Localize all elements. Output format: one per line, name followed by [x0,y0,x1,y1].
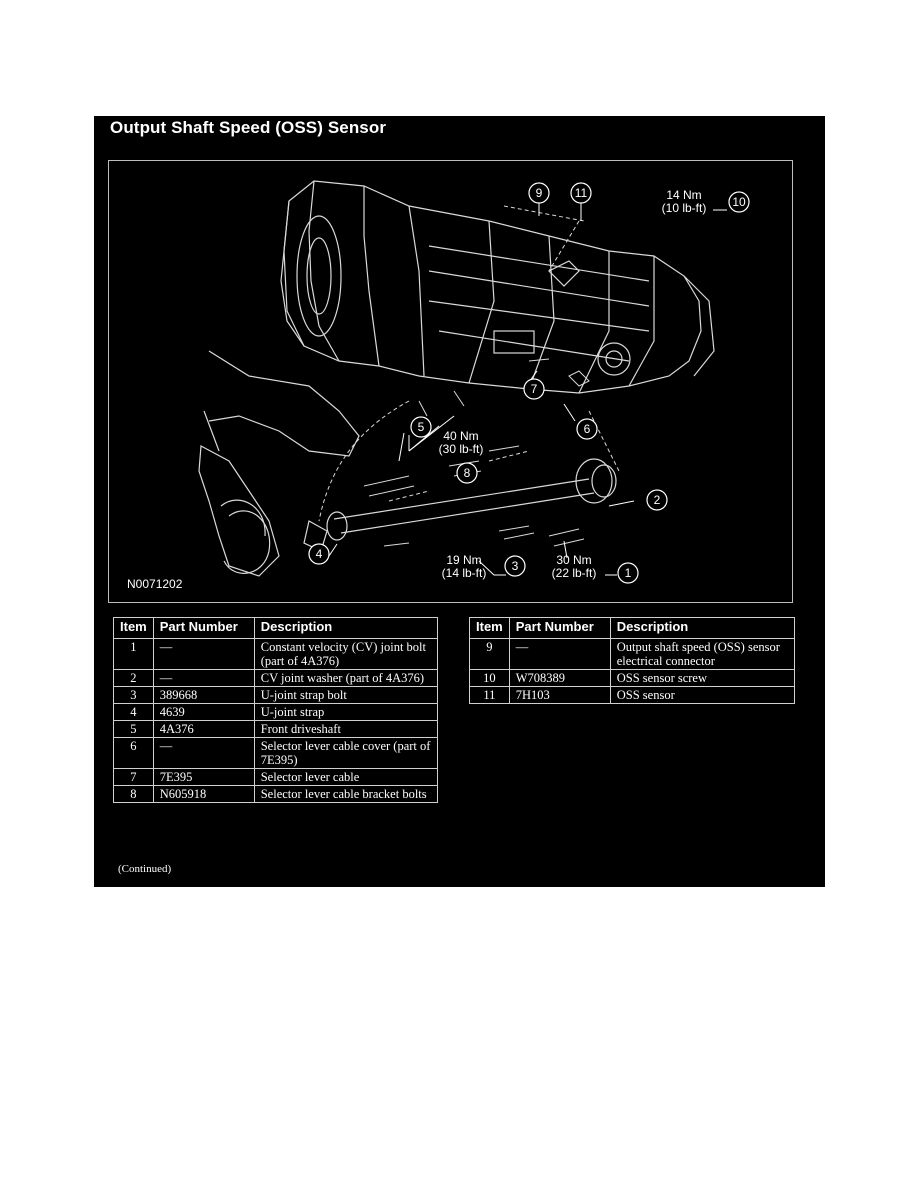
cell-part: 7H103 [509,687,610,704]
cell-part: — [153,639,254,670]
figure-id: N0071202 [127,577,183,591]
axle-assembly [199,351,359,576]
cell-desc: Selector lever cable cover (part of 7E395) [254,738,437,769]
cell-item: 9 [470,639,510,670]
torque-1-lbft: (22 lb-ft) [551,566,597,580]
cell-part: — [153,738,254,769]
table-row [114,687,438,704]
torque-10-nm: 14 Nm [666,188,702,202]
torque-3-nm: 19 Nm [446,553,482,567]
cell-desc: U-joint strap [254,704,437,721]
cell-desc: Selector lever cable bracket bolts [254,786,437,803]
cell-part: — [509,639,610,670]
cell-desc: Selector lever cable [254,769,437,786]
cell-part: 7E395 [153,769,254,786]
cell-desc: Output shaft speed (OSS) sensor electrical connector [610,639,794,670]
table-row [470,687,795,704]
callout-2: 2 [653,493,661,507]
header-description: Description [254,618,437,639]
header-part-number: Part Number [153,618,254,639]
cell-item: 7 [114,769,154,786]
cell-item: 11 [470,687,510,704]
parts-table-right [469,617,795,704]
torque-3-lbft: (14 lb-ft) [441,566,487,580]
exploded-diagram [108,160,793,603]
callout-circles [309,183,749,583]
callout-6: 6 [583,422,591,436]
cell-part: N605918 [153,786,254,803]
cell-desc: OSS sensor [610,687,794,704]
table-row [114,786,438,803]
torque-1-nm: 30 Nm [556,553,592,567]
header-description: Description [610,618,794,639]
torque-8-nm: 40 Nm [443,429,479,443]
continued-note: (Continued) [118,863,172,875]
table-header-row [114,618,438,639]
callout-1: 1 [624,566,632,580]
torque-8-lbft: (30 lb-ft) [438,442,484,456]
table-row [114,738,438,769]
callout-3: 3 [511,559,519,573]
cell-item: 3 [114,687,154,704]
table-row [470,639,795,670]
transmission-housing [281,181,714,393]
table-row [114,704,438,721]
cell-desc: U-joint strap bolt [254,687,437,704]
callout-8: 8 [463,466,471,480]
table-row [470,670,795,687]
cell-desc: Front driveshaft [254,721,437,738]
cell-item: 10 [470,670,510,687]
cell-item: 1 [114,639,154,670]
callout-11: 11 [574,186,588,200]
table-row [114,639,438,670]
cell-desc: Constant velocity (CV) joint bolt (part of 4A376) [254,639,437,670]
cell-part: 389668 [153,687,254,704]
page-title: Output Shaft Speed (OSS) Sensor [110,118,387,137]
callout-4: 4 [315,547,323,561]
table-row [114,670,438,687]
callout-5: 5 [417,420,425,434]
transmission-illustration [109,161,792,602]
header-item: Item [470,618,510,639]
header-item: Item [114,618,154,639]
cell-part: W708389 [509,670,610,687]
cell-item: 5 [114,721,154,738]
cell-part: 4639 [153,704,254,721]
cell-item: 4 [114,704,154,721]
cell-item: 8 [114,786,154,803]
table-row [114,769,438,786]
cell-item: 6 [114,738,154,769]
cell-desc: OSS sensor screw [610,670,794,687]
figure-panel [94,116,825,887]
callout-7: 7 [530,382,538,396]
cell-part: — [153,670,254,687]
cell-desc: CV joint washer (part of 4A376) [254,670,437,687]
parts-table-left [113,617,438,803]
callout-9: 9 [535,186,543,200]
torque-10-lbft: (10 lb-ft) [661,201,707,215]
cell-part: 4A376 [153,721,254,738]
callout-10: 10 [732,195,746,209]
cell-item: 2 [114,670,154,687]
table-row [114,721,438,738]
header-part-number: Part Number [509,618,610,639]
table-header-row [470,618,795,639]
